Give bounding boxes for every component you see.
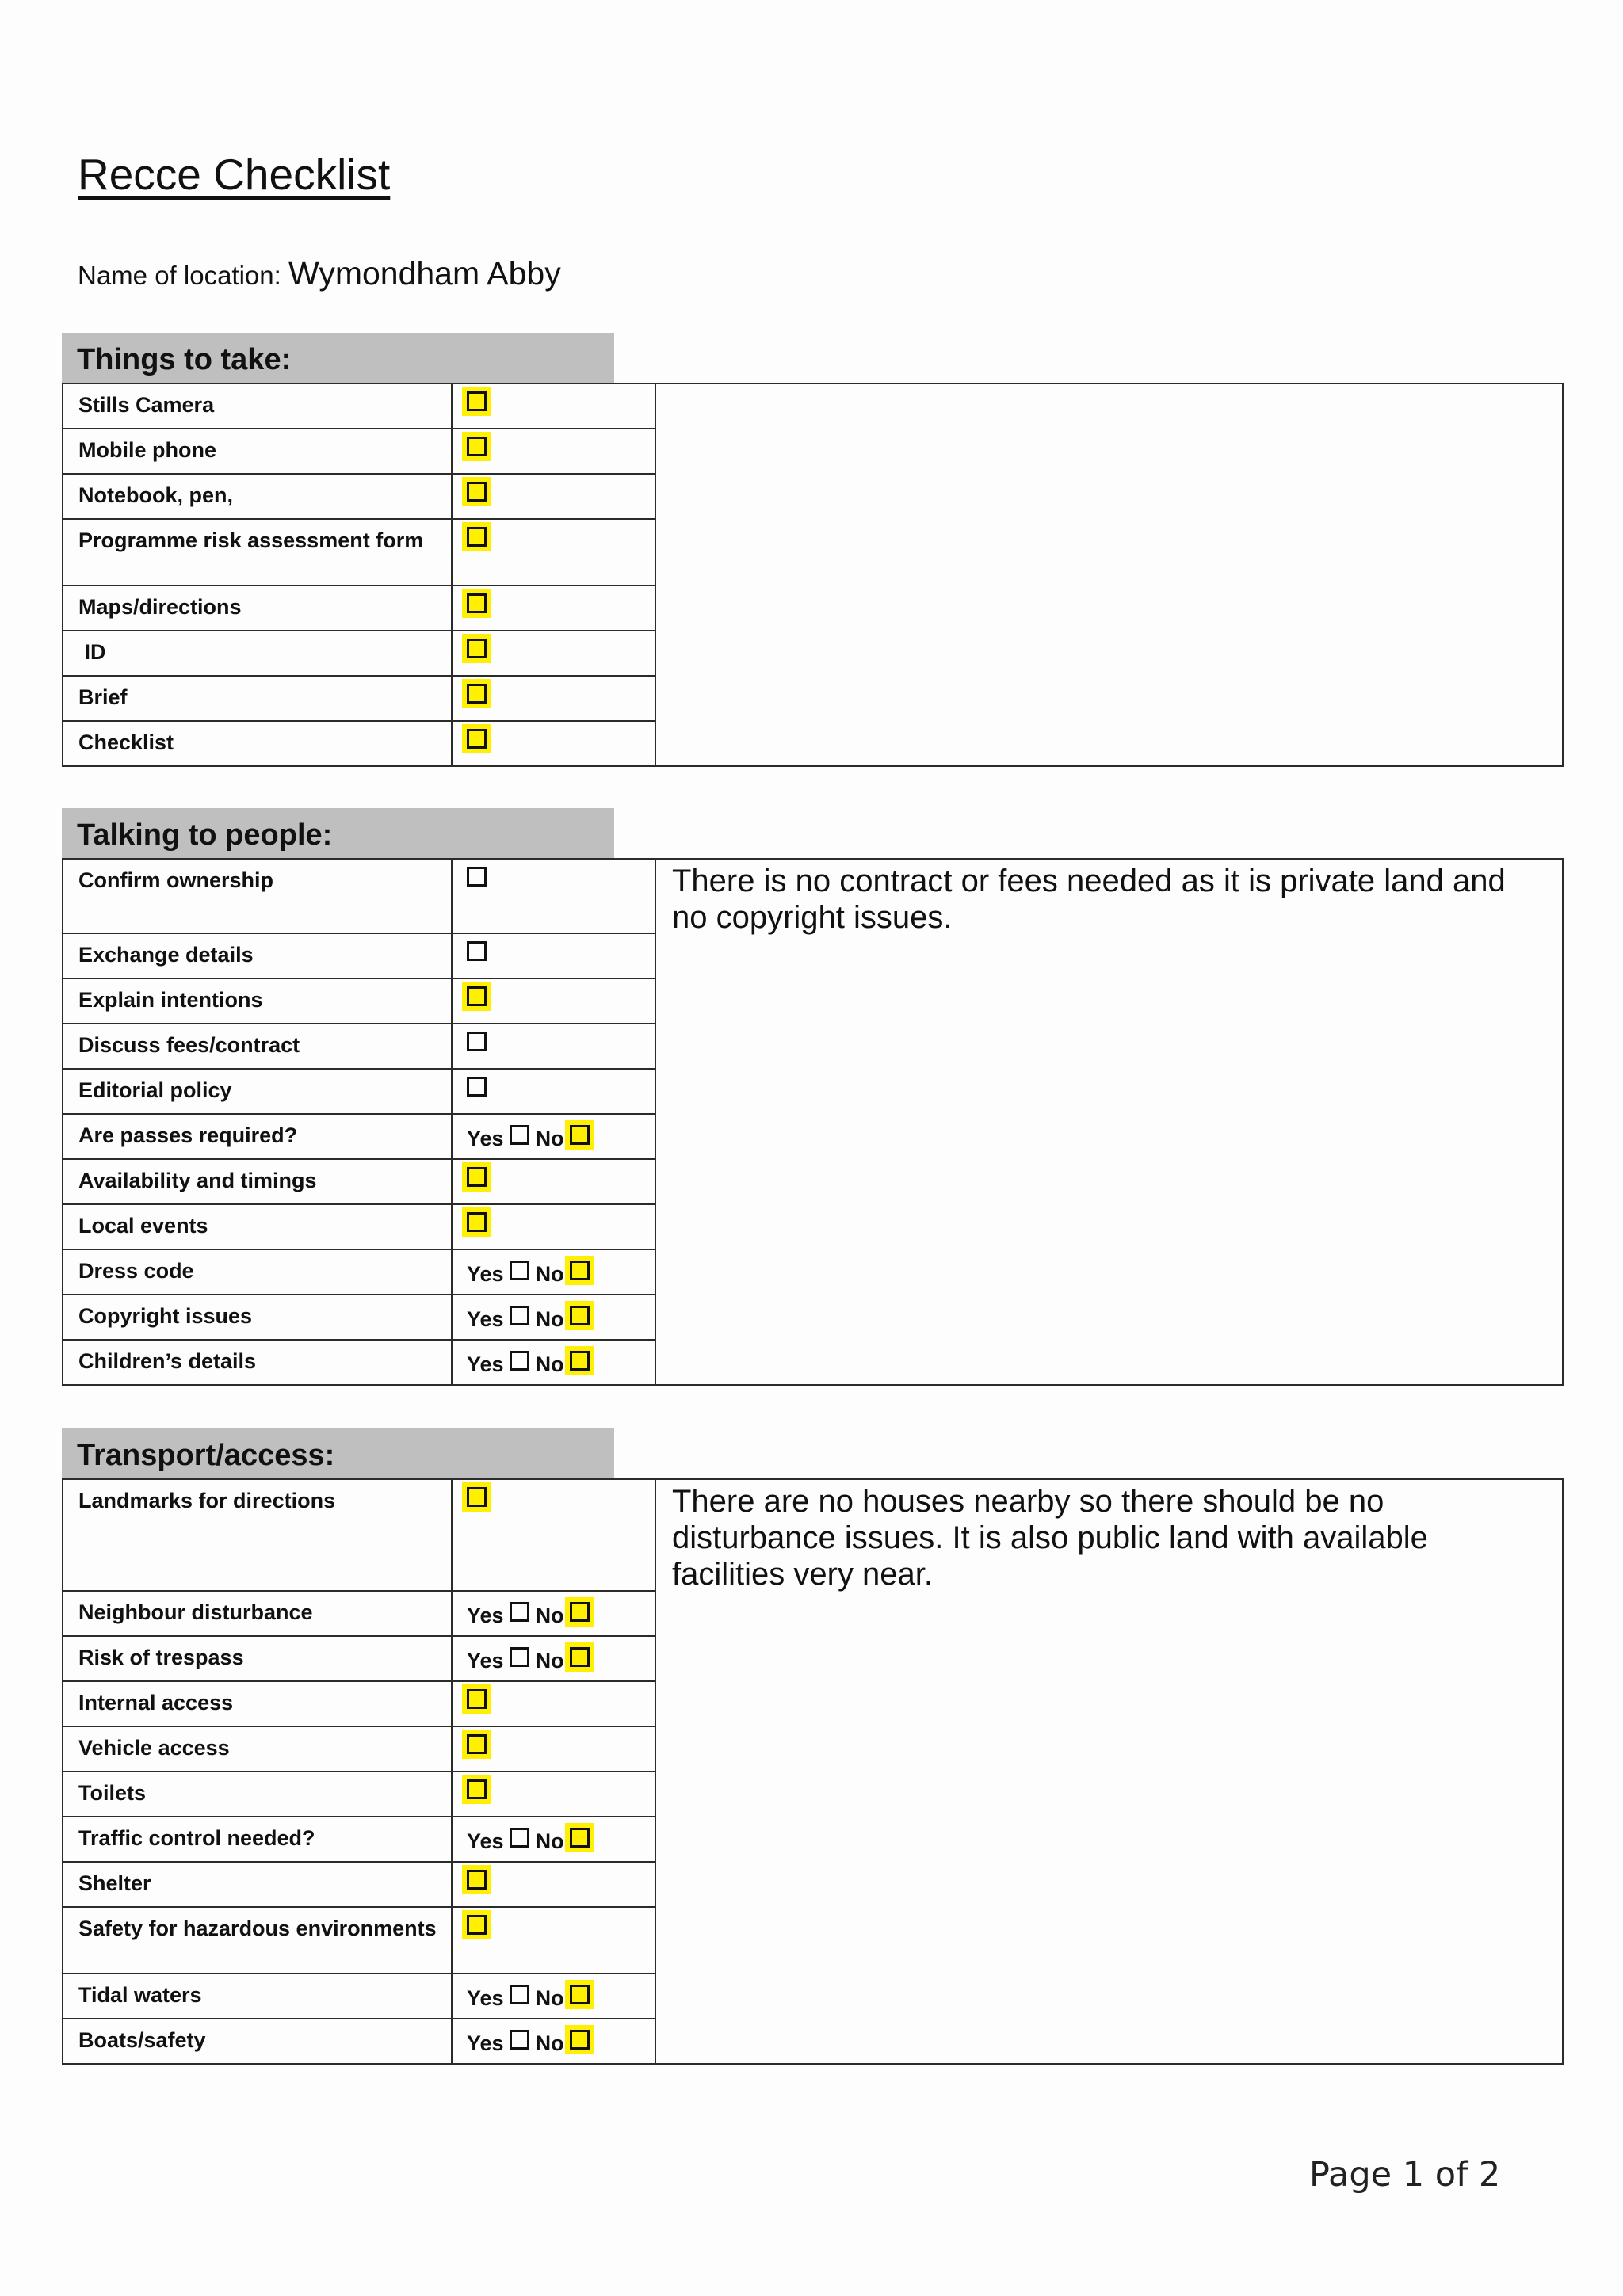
- item-check-cell: [452, 1726, 655, 1772]
- item-label: Mobile phone: [63, 429, 452, 474]
- no-label: No: [535, 1352, 564, 1377]
- checklist-table: [62, 383, 1564, 767]
- item-label: Tidal waters: [63, 1974, 452, 2019]
- yes-label: Yes: [467, 1307, 504, 1332]
- checkbox-availability-and-timings[interactable]: [467, 1167, 487, 1187]
- yes-checkbox[interactable]: [510, 1261, 529, 1280]
- section-heading: Talking to people:: [62, 808, 614, 858]
- yes-checkbox[interactable]: [510, 1351, 529, 1371]
- item-check-cell: [452, 1159, 655, 1204]
- checkbox-stills-camera[interactable]: [467, 391, 487, 411]
- item-label: Checklist: [63, 721, 452, 766]
- yes-no-options: [467, 1260, 590, 1287]
- location-colon: :: [273, 261, 288, 290]
- item-check-cell: [452, 1114, 655, 1159]
- item-label: Notebook, pen,: [63, 474, 452, 519]
- item-check-cell: [452, 933, 655, 978]
- item-label: Stills Camera: [63, 383, 452, 429]
- item-check-cell: [452, 1681, 655, 1726]
- item-check-cell: [452, 1862, 655, 1907]
- no-label: No: [535, 1262, 564, 1287]
- checkbox-safety-for-hazardous-environments[interactable]: [467, 1915, 487, 1935]
- no-checkbox[interactable]: [570, 1351, 590, 1371]
- checkbox-local-events[interactable]: [467, 1212, 487, 1232]
- item-label: ID: [63, 631, 452, 676]
- item-check-cell: [452, 859, 655, 933]
- yes-label: Yes: [467, 1127, 504, 1151]
- checkbox-confirm-ownership[interactable]: [467, 867, 487, 887]
- checkbox-vehicle-access[interactable]: [467, 1734, 487, 1754]
- item-check-cell: [452, 1479, 655, 1591]
- no-checkbox[interactable]: [570, 1647, 590, 1667]
- no-checkbox[interactable]: [570, 1125, 590, 1145]
- item-check-cell: [452, 1249, 655, 1295]
- checkbox-notebook-pen[interactable]: [467, 482, 487, 502]
- page-title: Recce Checklist: [78, 150, 391, 199]
- no-checkbox[interactable]: [570, 1261, 590, 1280]
- no-label: No: [535, 1649, 564, 1673]
- item-check-cell: [452, 519, 655, 585]
- item-label: Brief: [63, 676, 452, 721]
- yes-no-options: [467, 2029, 590, 2056]
- yes-no-options: [467, 1124, 590, 1151]
- checkbox-toilets[interactable]: [467, 1779, 487, 1799]
- checkbox-discuss-fees-contract[interactable]: [467, 1032, 487, 1051]
- item-label: Programme risk assessment form: [63, 519, 452, 585]
- checkbox-mobile-phone[interactable]: [467, 437, 487, 456]
- item-check-cell: [452, 1204, 655, 1249]
- no-label: No: [535, 1986, 564, 2011]
- item-label: Availability and timings: [63, 1159, 452, 1204]
- item-label: Neighbour disturbance: [63, 1591, 452, 1636]
- location-label: Name of location: [78, 261, 274, 290]
- yes-checkbox[interactable]: [510, 1985, 529, 2004]
- yes-label: Yes: [467, 2031, 504, 2056]
- section-things-to-take: [62, 333, 1564, 767]
- yes-label: Yes: [467, 1604, 504, 1628]
- item-label: Discuss fees/contract: [63, 1024, 452, 1069]
- checkbox-brief[interactable]: [467, 684, 487, 704]
- checkbox-internal-access[interactable]: [467, 1689, 487, 1709]
- item-label: Internal access: [63, 1681, 452, 1726]
- location-line: [78, 255, 561, 292]
- item-label: Boats/safety: [63, 2019, 452, 2064]
- checkbox-shelter[interactable]: [467, 1870, 487, 1890]
- item-check-cell: [452, 1295, 655, 1340]
- item-label: Are passes required?: [63, 1114, 452, 1159]
- item-label: Confirm ownership: [63, 859, 452, 933]
- item-check-cell: [452, 429, 655, 474]
- item-check-cell: [452, 1974, 655, 2019]
- item-check-cell: [452, 1636, 655, 1681]
- item-label: Shelter: [63, 1862, 452, 1907]
- item-check-cell: [452, 1591, 655, 1636]
- item-check-cell: [452, 2019, 655, 2064]
- item-check-cell: [452, 721, 655, 766]
- table-row: [63, 383, 1563, 429]
- no-label: No: [535, 1829, 564, 1854]
- yes-label: Yes: [467, 1352, 504, 1377]
- section-heading: Things to take:: [62, 333, 614, 383]
- no-label: No: [535, 1307, 564, 1332]
- section-talking-to-people: [62, 808, 1564, 1386]
- item-check-cell: [452, 585, 655, 631]
- no-checkbox[interactable]: [570, 1306, 590, 1325]
- item-check-cell: [452, 1340, 655, 1385]
- no-label: No: [535, 1604, 564, 1628]
- table-row: [63, 1479, 1563, 1591]
- item-check-cell: [452, 1907, 655, 1974]
- no-label: No: [535, 1127, 564, 1151]
- page-footer: Page 1 of 2: [1309, 2155, 1501, 2195]
- item-check-cell: [452, 978, 655, 1024]
- item-check-cell: [452, 1772, 655, 1817]
- no-checkbox[interactable]: [570, 1985, 590, 2004]
- yes-no-options: [467, 1984, 590, 2011]
- yes-no-options: [467, 1350, 590, 1377]
- yes-checkbox[interactable]: [510, 1602, 529, 1622]
- item-label: Traffic control needed?: [63, 1817, 452, 1862]
- notes-cell[interactable]: There is no contract or fees needed as it is private land and no copyright issues.: [655, 859, 1563, 1385]
- checkbox-checklist[interactable]: [467, 729, 487, 749]
- item-label: Vehicle access: [63, 1726, 452, 1772]
- section-transport-access: [62, 1428, 1564, 2065]
- item-label: Explain intentions: [63, 978, 452, 1024]
- checkbox-id[interactable]: [467, 639, 487, 658]
- yes-no-options: [467, 1646, 590, 1673]
- item-check-cell: [452, 383, 655, 429]
- item-check-cell: [452, 631, 655, 676]
- item-label: Children’s details: [63, 1340, 452, 1385]
- item-label: Maps/directions: [63, 585, 452, 631]
- yes-checkbox[interactable]: [510, 1828, 529, 1848]
- yes-label: Yes: [467, 1986, 504, 2011]
- section-heading: Transport/access:: [62, 1428, 614, 1478]
- checkbox-maps-directions[interactable]: [467, 593, 487, 613]
- no-label: No: [535, 2031, 564, 2056]
- item-label: Editorial policy: [63, 1069, 452, 1114]
- checkbox-exchange-details[interactable]: [467, 941, 487, 961]
- no-checkbox[interactable]: [570, 1602, 590, 1622]
- item-label: Exchange details: [63, 933, 452, 978]
- table-row: [63, 859, 1563, 933]
- yes-no-options: [467, 1305, 590, 1332]
- checkbox-programme-risk-assessment-form[interactable]: [467, 527, 487, 547]
- item-label: Risk of trespass: [63, 1636, 452, 1681]
- no-checkbox[interactable]: [570, 1828, 590, 1848]
- yes-label: Yes: [467, 1649, 504, 1673]
- notes-cell[interactable]: [655, 383, 1563, 766]
- checkbox-explain-intentions[interactable]: [467, 986, 487, 1006]
- yes-checkbox[interactable]: [510, 1125, 529, 1145]
- yes-no-options: [467, 1827, 590, 1854]
- yes-label: Yes: [467, 1262, 504, 1287]
- item-check-cell: [452, 676, 655, 721]
- item-label: Landmarks for directions: [63, 1479, 452, 1591]
- location-value[interactable]: Wymondham Abby: [288, 255, 561, 292]
- item-label: Safety for hazardous environments: [63, 1907, 452, 1974]
- yes-checkbox[interactable]: [510, 1306, 529, 1325]
- yes-no-options: [467, 1601, 590, 1628]
- yes-checkbox[interactable]: [510, 2030, 529, 2050]
- checkbox-landmarks-for-directions[interactable]: [467, 1487, 487, 1507]
- item-check-cell: [452, 1817, 655, 1862]
- checklist-table: [62, 858, 1564, 1386]
- yes-checkbox[interactable]: [510, 1647, 529, 1667]
- yes-label: Yes: [467, 1829, 504, 1854]
- notes-cell[interactable]: There are no houses nearby so there should be no disturbance issues. It is also public land with available facilities very near.: [655, 1479, 1563, 2064]
- item-check-cell: [452, 474, 655, 519]
- item-check-cell: [452, 1069, 655, 1114]
- item-label: Local events: [63, 1204, 452, 1249]
- item-check-cell: [452, 1024, 655, 1069]
- item-label: Dress code: [63, 1249, 452, 1295]
- item-label: Toilets: [63, 1772, 452, 1817]
- checklist-table: [62, 1478, 1564, 2065]
- checkbox-editorial-policy[interactable]: [467, 1077, 487, 1097]
- no-checkbox[interactable]: [570, 2030, 590, 2050]
- item-label: Copyright issues: [63, 1295, 452, 1340]
